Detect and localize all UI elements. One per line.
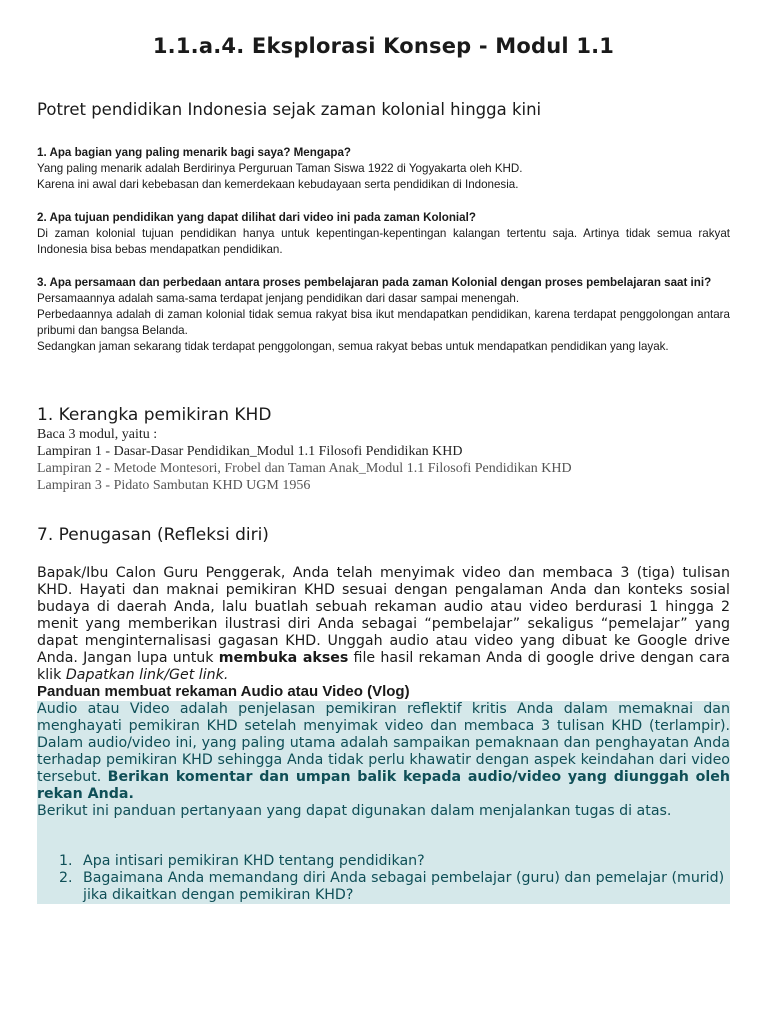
list-item — [37, 870, 730, 904]
qa-block-1 — [37, 145, 730, 193]
guide-question-list — [37, 853, 730, 904]
question-1: 1. Apa bagian yang paling menarik bagi saya? Mengapa? — [37, 146, 351, 159]
answer-1-line-1: Yang paling menarik adalah Berdirinya Perguruan Taman Siswa 1922 di Yogyakarta oleh KHD. — [37, 162, 523, 175]
section-7-heading: 7. Penugasan (Refleksi diri) — [37, 525, 269, 545]
question-3: 3. Apa persamaan dan perbedaan antara proses pembelajaran pada zaman Kolonial dengan proses pembelajaran saat ini? — [37, 276, 712, 289]
page-title: 1.1.a.4. Eksplorasi Konsep - Modul 1.1 — [152, 34, 615, 58]
list-item — [37, 853, 730, 870]
qa-block-3 — [37, 275, 730, 355]
question-2: 2. Apa tujuan pendidikan yang dapat dilihat dari video ini pada zaman Kolonial? — [37, 211, 476, 224]
answer-3-line-2: Perbedaannya adalah di zaman kolonial tidak semua rakyat bisa ikut mendapatkan pendidikan, karena terdapat penggolongan antara pribumi dan bangsa Belanda. — [37, 308, 730, 337]
list-item-text: Apa intisari pemikiran KHD tentang pendidikan? — [83, 853, 425, 869]
assignment-text-2: file hasil rekaman Anda di google drive dengan cara klik — [37, 650, 730, 683]
guide-text: Audio atau Video adalah penjelasan pemikiran reflektif kritis Anda dalam memaknai dan menghayati pemikiran KHD setelah menyimak video dan membaca 3 tulisan KHD (terlampir). Dalam audio/video ini, yang paling utama adalah sampaikan pemaknaan dan penghayatan Anda terhadap pemikiran KHD sehingga Anda tidak perlu khawatir dengan aspek keindahan dari video tersebut. — [37, 701, 730, 785]
assignment-paragraph — [37, 565, 730, 684]
list-number: 2. — [59, 870, 73, 886]
guide-bold-text: Berikan komentar dan umpan balik kepada audio/video yang diunggah oleh rekan Anda. — [37, 769, 730, 802]
answer-3-line-1: Persamaannya adalah sama-sama terdapat jenjang pendidikan dari dasar sampai menengah. — [37, 292, 520, 305]
list-item-text: Bagaimana Anda memandang diri Anda sebagai pembelajar (guru) dan pemelajar (murid) jika dikaitkan dengan pemikiran KHD? — [83, 870, 725, 903]
qa-block-2 — [37, 210, 730, 258]
guide-highlight-box — [37, 701, 730, 904]
reading-item: Lampiran 1 - Dasar-Dasar Pendidikan_Modul 1.1 Filosofi Pendidikan KHD — [37, 444, 463, 459]
guide-paragraph — [37, 701, 730, 803]
assignment-text: Bapak/Ibu Calon Guru Penggerak, Anda telah menyimak video dan membaca 3 (tiga) tulisan KHD. Hayati dan maknai pemikiran KHD sesuai dengan pengalaman Anda dan konteks sosial budaya di daerah Anda, lalu buatlah sebuah rekaman audio atau video berdurasi 1 hingga 2 menit yang memberikan ilustrasi diri Anda sebagai “pembelajar” sekaligus “pemelajar” yang dapat menginternalisasi gagasan KHD. Unggah audio atau video yang dibuat ke Google drive Anda. Jangan lupa untuk — [37, 565, 730, 666]
reading-item: Lampiran 3 - Pidato Sambutan KHD UGM 1956 — [37, 478, 311, 493]
reading-intro: Baca 3 modul, yaitu : — [37, 427, 158, 442]
assignment-italic-text: Dapatkan link/Get link. — [65, 667, 229, 683]
page-subtitle: Potret pendidikan Indonesia sejak zaman kolonial hingga kini — [37, 100, 542, 119]
answer-2-line-1: Di zaman kolonial tujuan pendidikan hanya untuk kepentingan-kepentingan kalangan tertentu saja. Artinya tidak semua rakyat Indonesia bisa bebas mendapatkan pendidikan. — [37, 227, 730, 256]
answer-1-line-2: Karena ini awal dari kebebasan dan kemerdekaan kebudayaan serta pendidikan di Indonesia. — [37, 178, 519, 191]
guide-text-2: Berikut ini panduan pertanyaan yang dapat digunakan dalam menjalankan tugas di atas. — [37, 803, 672, 819]
guide-title: Panduan membuat rekaman Audio atau Video (Vlog) — [37, 683, 410, 700]
answer-3-line-3: Sedangkan jaman sekarang tidak terdapat penggolongan, semua rakyat bebas untuk mendapatkan pendidikan yang layak. — [37, 340, 669, 353]
reading-item: Lampiran 2 - Metode Montesori, Frobel dan Taman Anak_Modul 1.1 Filosofi Pendidikan KHD — [37, 461, 572, 476]
assignment-bold-text: membuka akses — [218, 650, 349, 666]
reading-list — [37, 426, 572, 494]
section-1-heading: 1. Kerangka pemikiran KHD — [37, 405, 272, 425]
list-number: 1. — [59, 853, 73, 869]
